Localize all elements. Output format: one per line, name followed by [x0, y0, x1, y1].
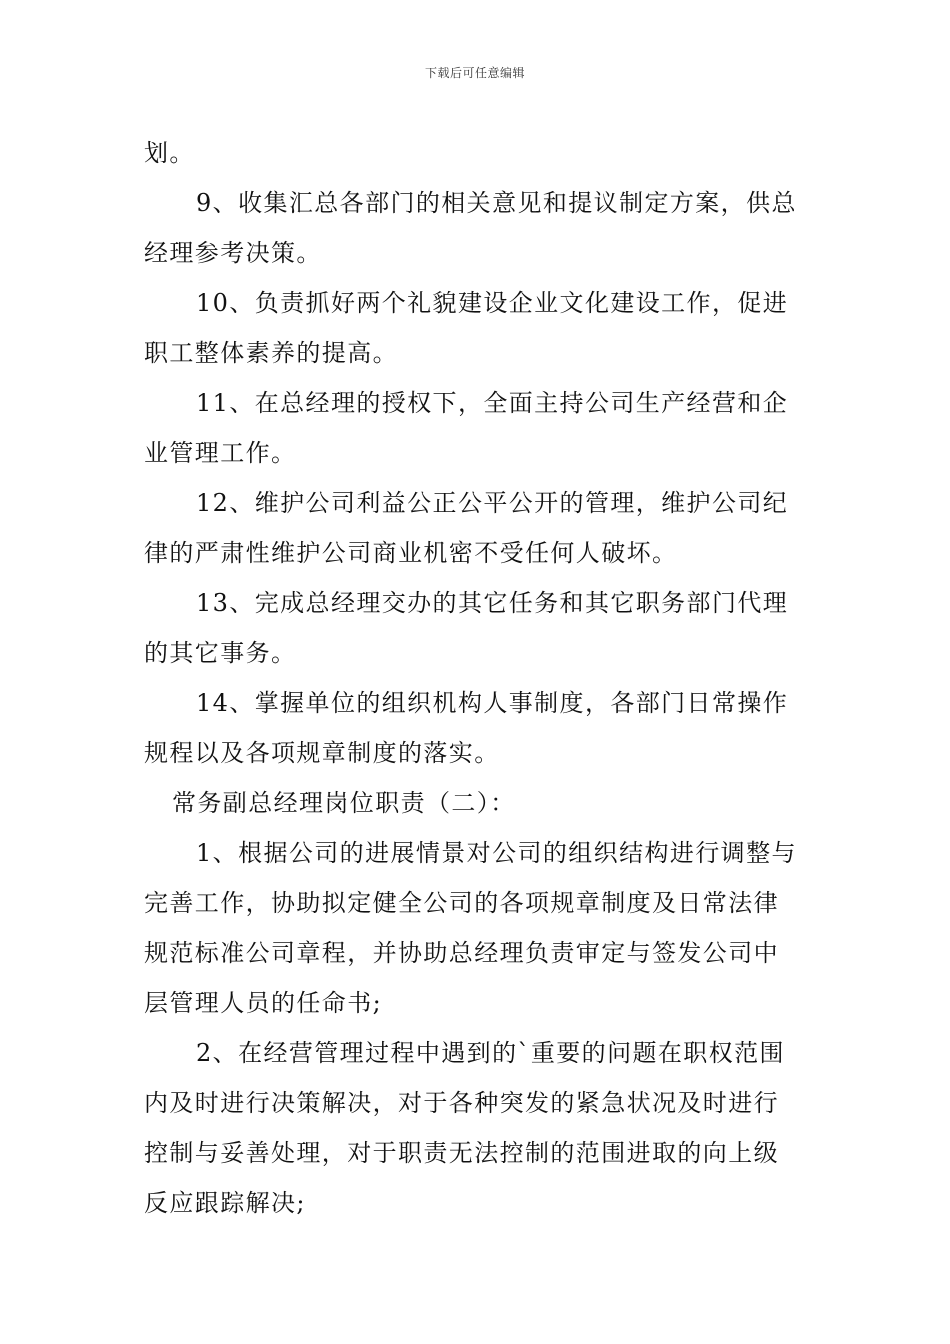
text-line: 内及时进行决策解决，对于各种突发的紧急状况及时进行 — [144, 1089, 779, 1117]
text-line: 完善工作，协助拟定健全公司的各项规章制度及日常法律 — [144, 889, 779, 917]
text-line: 反应跟踪解决; — [144, 1189, 306, 1217]
text-line: 职工整体素养的提高。 — [144, 339, 398, 367]
list-item-2: 2、在经营管理过程中遇到的`重要的问题在职权范围 — [196, 1039, 785, 1067]
text-line: 律的严肃性维护公司商业机密不受任何人破坏。 — [144, 539, 678, 567]
section-heading: 常务副总经理岗位职责（二）： — [172, 789, 516, 817]
list-item-12: 12、维护公司利益公正公平公开的管理，维护公司纪 — [196, 489, 789, 517]
text-line: 控制与妥善处理，对于职责无法控制的范围进取的向上级 — [144, 1139, 779, 1167]
text-line: 规范标准公司章程，并协助总经理负责审定与签发公司中 — [144, 939, 779, 967]
list-item-14: 14、掌握单位的组织机构人事制度，各部门日常操作 — [196, 689, 789, 717]
text-line: 规程以及各项规章制度的落实。 — [144, 739, 500, 767]
text-line: 业管理工作。 — [144, 439, 297, 467]
page-header-note: 下载后可任意编辑 — [424, 66, 525, 80]
text-line: 经理参考决策。 — [144, 239, 322, 267]
list-item-9: 9、收集汇总各部门的相关意见和提议制定方案，供总 — [196, 189, 797, 217]
text-line: 的其它事务。 — [144, 639, 297, 667]
list-item-1: 1、根据公司的进展情景对公司的组织结构进行调整与 — [196, 839, 797, 867]
text-line: 划。 — [144, 139, 195, 167]
text-line: 层管理人员的任命书; — [144, 989, 383, 1017]
list-item-13: 13、完成总经理交办的其它任务和其它职务部门代理 — [196, 589, 789, 617]
list-item-10: 10、负责抓好两个礼貌建设企业文化建设工作，促进 — [196, 289, 789, 317]
document-body — [144, 128, 808, 1228]
list-item-11: 11、在总经理的授权下，全面主持公司生产经营和企 — [196, 389, 789, 417]
